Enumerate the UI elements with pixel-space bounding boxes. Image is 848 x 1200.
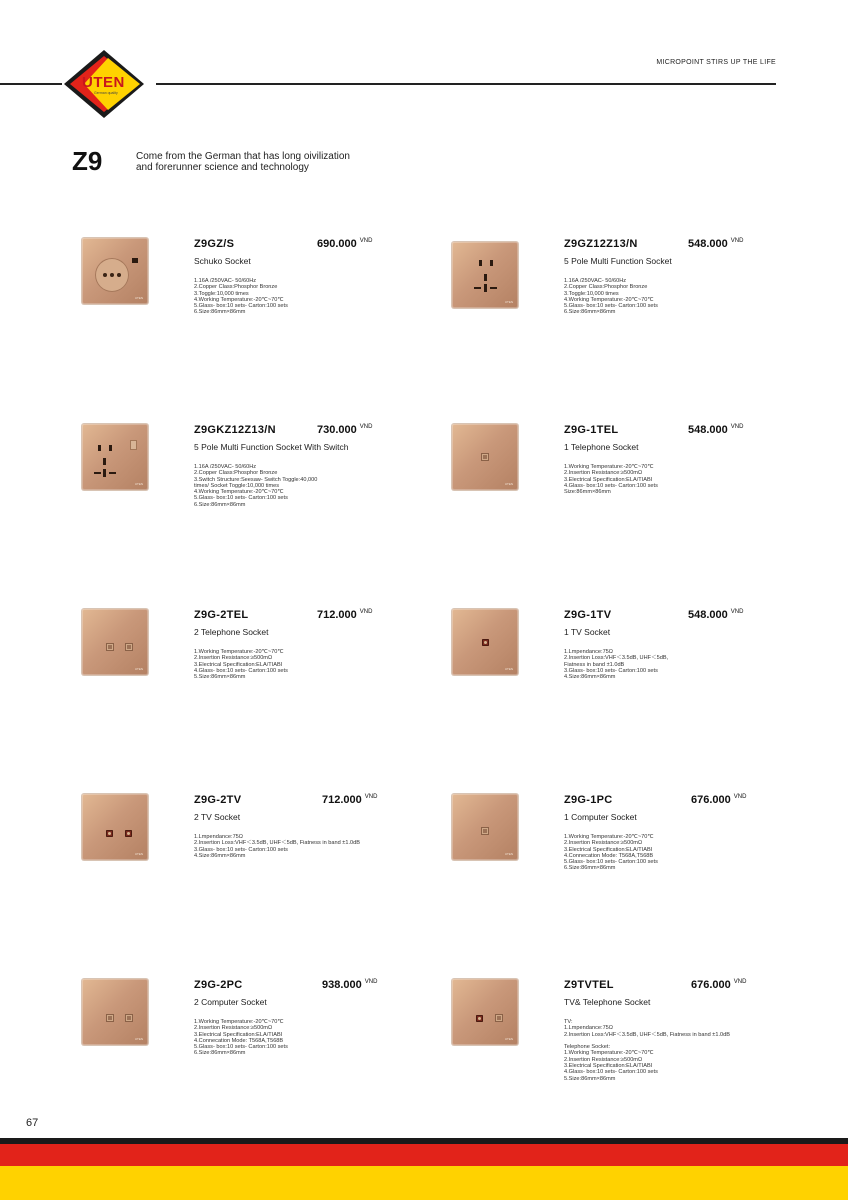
spec-line: 6.Size:86mm×86mm	[194, 1050, 246, 1057]
panel-brand: UTEN	[504, 667, 513, 671]
flag-stripe-yellow	[0, 1166, 848, 1200]
spec-line: 2.Insertion Resistance:≥500mΩ	[194, 1025, 273, 1032]
product-name: 1 Telephone Socket	[564, 442, 639, 452]
spec-line: 4.Glass- box:10 sets- Carton:100 sets	[564, 1069, 658, 1076]
product-specs	[564, 1019, 814, 1082]
product-code: Z9GZ12Z13/N	[564, 238, 638, 250]
spec-line: 1.Lmpendance:75Ω	[194, 834, 243, 840]
product-specs	[564, 464, 814, 495]
spec-line: 5.Glass- box:10 sets- Carton:100 sets	[194, 495, 288, 502]
spec-line: 5.Glass- box:10 sets- Carton:100 sets	[564, 859, 658, 866]
product-name: 1 Computer Socket	[564, 812, 637, 822]
spec-line: 4.Working Temperature:-20℃~70℃	[194, 296, 284, 303]
product-name: 2 TV Socket	[194, 812, 241, 822]
panel-brand: UTEN	[134, 667, 143, 671]
price-currency: VND	[364, 794, 378, 801]
price-value: 548.000	[688, 424, 728, 436]
spec-line: 2.Copper Class:Phosphor Bronze	[564, 284, 648, 291]
flag-stripe-red	[0, 1144, 848, 1166]
socket-slot	[479, 260, 482, 266]
product-card	[452, 609, 792, 729]
socket-panel-image	[452, 424, 518, 490]
spec-line: 3.Glass- box:10 sets- Carton:100 sets	[564, 667, 658, 674]
spec-line: 5.Size:86mm×86mm	[564, 1075, 616, 1082]
uten-logo	[60, 46, 148, 122]
product-price	[688, 238, 743, 250]
spec-line: 2.Insertion Resistance:≥500mΩ	[564, 840, 643, 847]
product-code: Z9G-2TEL	[194, 609, 249, 621]
product-card	[82, 609, 422, 729]
spec-line: 1.Lmpendance:75Ω	[564, 649, 613, 655]
product-specs	[564, 649, 814, 680]
socket-pin	[103, 273, 107, 277]
socket-slot	[109, 445, 112, 451]
spec-line: 3.Glass- box:10 sets- Carton:100 sets	[194, 846, 288, 853]
product-card	[452, 238, 792, 358]
spec-line: 4.Working Temperature:-20℃~70℃	[194, 489, 284, 496]
spec-line: 2.Copper Class:Phosphor Bronze	[194, 470, 278, 477]
price-currency: VND	[733, 794, 747, 801]
spec-line: 1.16A /250VAC- 50/60Hz	[194, 464, 257, 470]
spec-line: 5.Glass- box:10 sets- Carton:100 sets	[564, 303, 658, 310]
computer-jack	[106, 1014, 114, 1022]
price-value: 690.000	[317, 238, 357, 250]
product-price	[317, 238, 372, 250]
header-rule-right	[156, 83, 776, 85]
tv-coax-port	[125, 830, 132, 837]
spec-line: 4.Connecation Mode: T568A,T568B	[194, 1037, 284, 1044]
price-value: 548.000	[688, 609, 728, 621]
telephone-jack	[495, 1014, 503, 1022]
product-name: 2 Telephone Socket	[194, 627, 269, 637]
panel-brand: UTEN	[134, 852, 143, 856]
product-price	[691, 794, 746, 806]
spec-line: 1.Working Temperature:-20℃~70℃	[564, 834, 654, 840]
socket-slot	[490, 260, 493, 266]
price-currency: VND	[359, 424, 373, 431]
spec-line: 2.Insertion Loss:VHF＜3.5dB, UHF＜5dB,	[564, 655, 669, 662]
product-code: Z9GZ/S	[194, 238, 235, 250]
tagline: MICROPOINT STIRS UP THE LIFE	[656, 59, 776, 66]
price-value: 676.000	[691, 794, 731, 806]
socket-panel-image	[82, 424, 148, 490]
product-price	[322, 979, 377, 991]
product-name: 2 Computer Socket	[194, 997, 267, 1007]
socket-slot	[132, 258, 138, 263]
spec-line: 1.Working Temperature:-20℃~70℃	[194, 649, 284, 655]
product-specs	[194, 649, 444, 680]
spec-line: 4.Connecation Mode: T568A,T568B	[564, 852, 654, 859]
spec-line: 6.Size:86mm×86mm	[564, 309, 616, 316]
product-card	[452, 979, 792, 1099]
series-desc-line-2: and forerunner science and technology	[136, 162, 309, 173]
product-code: Z9G-1TV	[564, 609, 612, 621]
socket-slot	[484, 284, 487, 292]
socket-slot	[98, 445, 101, 451]
product-price	[688, 424, 743, 436]
product-price	[317, 609, 372, 621]
header-rule-left	[0, 83, 62, 85]
product-specs	[564, 834, 814, 872]
product-price	[322, 794, 377, 806]
socket-slot	[484, 274, 487, 281]
price-currency: VND	[359, 238, 373, 245]
spec-line: 4.Glass- box:10 sets- Carton:100 sets	[564, 482, 658, 489]
product-code: Z9GKZ12Z13/N	[194, 424, 276, 436]
product-card	[452, 424, 792, 544]
panel-brand: UTEN	[134, 296, 143, 300]
spec-line: TV:	[564, 1019, 573, 1025]
rocker-switch	[130, 440, 137, 450]
spec-line: 1.16A /250VAC- 50/60Hz	[564, 278, 627, 284]
product-card	[452, 794, 792, 914]
socket-slot	[109, 472, 116, 474]
spec-line: 6.Size:86mm×86mm	[194, 501, 246, 508]
product-price	[317, 424, 372, 436]
product-code: Z9G-2PC	[194, 979, 243, 991]
spec-line: 2.Insertion Resistance:≥500mΩ	[564, 1056, 643, 1063]
product-specs	[564, 278, 814, 316]
computer-jack	[125, 1014, 133, 1022]
socket-pin	[117, 273, 121, 277]
socket-slot	[474, 287, 481, 289]
panel-brand: UTEN	[504, 300, 513, 304]
spec-line: 3.Electrical Specification:ELA/TIABI	[194, 661, 283, 668]
socket-panel-image	[452, 979, 518, 1045]
spec-line: 3.Electrical Specification:ELA/TIABI	[564, 846, 653, 853]
socket-panel-image	[82, 609, 148, 675]
product-specs	[194, 278, 444, 316]
telephone-jack	[481, 453, 489, 461]
product-card	[82, 424, 422, 544]
spec-line: 5.Size:86mm×86mm	[194, 674, 246, 681]
spec-line: 1.Working Temperature:-20℃~70℃	[564, 1050, 654, 1057]
tv-coax-port	[476, 1015, 483, 1022]
spec-line: 2.Insertion Loss:VHF＜3.5dB, UHF＜5dB, Fiatness in band ±1.0dB	[194, 840, 360, 847]
product-card	[82, 794, 422, 914]
socket-panel-image	[82, 238, 148, 304]
spec-line: 1.Working Temperature:-20℃~70℃	[194, 1019, 284, 1025]
product-specs	[194, 834, 444, 859]
product-name: Schuko Socket	[194, 256, 251, 266]
price-currency: VND	[730, 609, 744, 616]
series-description	[136, 151, 436, 173]
spec-line: 3.Toggle:10,000 times	[194, 290, 249, 297]
product-price	[688, 609, 743, 621]
product-code: Z9G-1PC	[564, 794, 613, 806]
socket-panel-image	[452, 794, 518, 860]
spec-line: 3.Electrical Specification:ELA/TIABI	[564, 476, 653, 483]
spec-line: 3.Electrical Specification:ELA/TIABI	[564, 1063, 653, 1070]
socket-panel-image	[82, 794, 148, 860]
product-card	[82, 979, 422, 1099]
spec-line: times/ Socket Toggle:10,000 times	[194, 482, 280, 489]
product-code: Z9TVTEL	[564, 979, 614, 991]
spec-line: 3.Electrical Specification:ELA/TIABI	[194, 1031, 283, 1038]
page-number: 67	[26, 1117, 39, 1129]
product-name: 5 Pole Multi Function Socket	[564, 256, 672, 266]
panel-brand: UTEN	[134, 1037, 143, 1041]
price-currency: VND	[733, 979, 747, 986]
spec-line: 6.Size:86mm×86mm	[194, 309, 246, 316]
price-currency: VND	[359, 609, 373, 616]
socket-panel-image	[452, 242, 518, 308]
price-currency: VND	[730, 238, 744, 245]
spec-line: 5.Glass- box:10 sets- Carton:100 sets	[194, 303, 288, 310]
spec-line: 1.16A /250VAC- 50/60Hz	[194, 278, 257, 284]
telephone-jack	[125, 643, 133, 651]
spec-line: 2.Insertion Resistance:≥500mΩ	[194, 655, 273, 662]
product-name: 1 TV Socket	[564, 627, 611, 637]
spec-line: 4.Size:86mm×86mm	[564, 674, 616, 681]
spec-line: 6.Size:86mm×86mm	[564, 865, 616, 872]
spec-line: 5.Glass- box:10 sets- Carton:100 sets	[194, 1044, 288, 1051]
product-name: 5 Pole Multi Function Socket With Switch	[194, 442, 349, 452]
price-value: 730.000	[317, 424, 357, 436]
price-value: 548.000	[688, 238, 728, 250]
spec-line: Size:86mm×86mm	[564, 489, 611, 496]
spec-line: 2.Copper Class:Phosphor Bronze	[194, 284, 278, 291]
socket-slot	[490, 287, 497, 289]
price-currency: VND	[364, 979, 378, 986]
product-code: Z9G-1TEL	[564, 424, 619, 436]
price-value: 712.000	[317, 609, 357, 621]
spec-line: 1.Lmpendance:75Ω	[564, 1025, 613, 1032]
product-price	[691, 979, 746, 991]
panel-brand: UTEN	[504, 482, 513, 486]
price-currency: VND	[730, 424, 744, 431]
spec-line: 2.Insertion Resistance:≥500mΩ	[564, 470, 643, 477]
spec-line: 4.Glass- box:10 sets- Carton:100 sets	[194, 667, 288, 674]
panel-brand: UTEN	[134, 482, 143, 486]
price-value: 676.000	[691, 979, 731, 991]
spec-line: 4.Size:86mm×86mm	[194, 852, 246, 859]
spec-line: Telephone Socket:	[564, 1044, 611, 1051]
spec-line: 4.Working Temperature:-20℃~70℃	[564, 296, 654, 303]
product-code: Z9G-2TV	[194, 794, 242, 806]
tv-coax-port	[106, 830, 113, 837]
product-name: TV& Telephone Socket	[564, 997, 651, 1007]
spec-line: 3.Switch Structure:Seesaw- Switch Toggle:40,000	[194, 476, 318, 483]
tv-coax-port	[482, 639, 489, 646]
spec-line: 1.Working Temperature:-20℃~70℃	[564, 464, 654, 470]
spec-line: 3.Toggle:10,000 times	[564, 290, 619, 297]
product-specs	[194, 1019, 444, 1057]
socket-panel-image	[452, 609, 518, 675]
product-card	[82, 238, 422, 358]
socket-slot	[103, 458, 106, 465]
spec-line: 2.Insertion Loss:VHF＜3.5dB, UHF＜5dB, Fiatness in band ±1.0dB	[564, 1031, 730, 1038]
panel-brand: UTEN	[504, 852, 513, 856]
socket-pin	[110, 273, 114, 277]
spec-line: Fiatness in band ±1.0dB	[564, 661, 625, 668]
logo-subtext: German quality	[94, 91, 118, 95]
series-code: Z9	[72, 146, 103, 176]
socket-slot	[103, 469, 106, 477]
socket-panel-image	[82, 979, 148, 1045]
telephone-jack	[106, 643, 114, 651]
panel-brand: UTEN	[504, 1037, 513, 1041]
price-value: 712.000	[322, 794, 362, 806]
series-desc-line-1: Come from the German that has long oivilization	[136, 151, 350, 162]
computer-jack	[481, 827, 489, 835]
logo-text: UTEN	[82, 74, 125, 91]
price-value: 938.000	[322, 979, 362, 991]
product-specs	[194, 464, 444, 508]
socket-slot	[94, 472, 101, 474]
